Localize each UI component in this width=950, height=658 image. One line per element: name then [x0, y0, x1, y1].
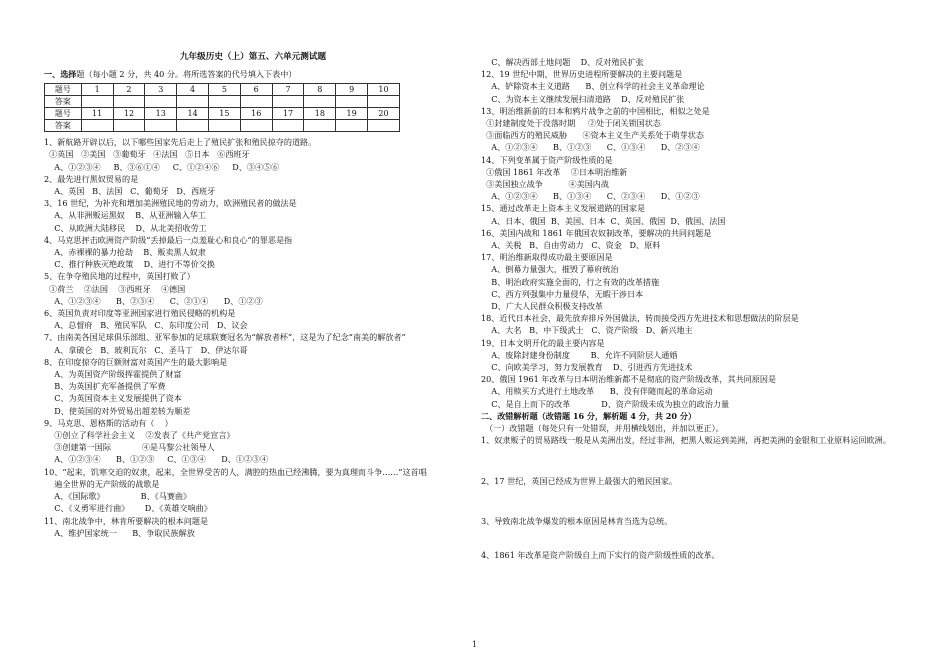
answer-cell[interactable] — [81, 96, 113, 108]
table-cell: 题号 — [45, 84, 82, 96]
question-line: B、明治政府实施全面的，行之有效的改革措施 — [481, 276, 660, 287]
question-line: ③美国独立战争 ④美国内战 — [481, 179, 609, 190]
table-cell: 16 — [240, 108, 272, 120]
question-line: A、拿破仑 B、玻利瓦尔 C、圣马丁 D、伊达尔哥 — [44, 344, 248, 355]
table-cell: 13 — [145, 108, 177, 120]
table-cell: 答案 — [45, 96, 82, 108]
question-line: ①英国 ②美国 ③葡萄牙 ④法国 ⑤日本 ⑥西班牙 — [44, 149, 250, 160]
table-cell: 11 — [81, 108, 113, 120]
table-row — [45, 120, 400, 132]
section-one-label: 一、选择 — [44, 69, 77, 79]
table-cell: 7 — [272, 84, 304, 96]
question-line: 20、俄国 1961 年改革与日本明治维新都不是彻底的资产阶级改革，其共同原因是 — [481, 374, 777, 385]
table-cell: 答案 — [45, 120, 82, 132]
question-line: C、解决西部土地问题 D、反对殖民扩张 — [481, 57, 644, 67]
question-line: B、为英国扩充军备提供了军费 — [44, 381, 166, 392]
question-line: 3、16 世纪，为补充和增加美洲殖民地的劳动力，欧洲殖民者的做法是 — [44, 198, 297, 209]
question-line: C、从欧洲大陆移民 D、从北美招收劳工 — [44, 222, 207, 233]
table-cell: 18 — [304, 108, 336, 120]
question-line: A、总督府 B、殖民军队 C、东印度公司 D、议会 — [44, 320, 248, 331]
question-line: A、①②③④ B、①②③ C、①③④ D、①②③④ — [44, 454, 269, 465]
answer-cell[interactable] — [304, 120, 336, 132]
question-line: A、《国际歌》 B、《马赛曲》 — [44, 491, 192, 502]
table-row — [45, 96, 400, 108]
question-line: 16、美国内战和 1861 年俄国农奴制改革，要解决的共同问题是 — [481, 227, 712, 238]
answer-space[interactable] — [481, 447, 911, 475]
question-line: 1、新航路开辟以后，以下哪些国家先后走上了殖民扩张和殖民掠夺的道路。 — [44, 137, 317, 148]
question-line: A、①②③④ B、②③④ C、②①④ D、①②③ — [44, 295, 263, 306]
table-cell: 20 — [368, 108, 400, 120]
page-number: 1 — [472, 640, 478, 649]
table-cell: 5 — [208, 84, 240, 96]
question-line: 12、19 世纪中期，世界历史进程所要解决的主要问题是 — [481, 69, 683, 80]
table-cell: 14 — [177, 108, 209, 120]
table-cell: 3 — [145, 84, 177, 96]
answer-cell[interactable] — [113, 96, 145, 108]
table-row — [45, 108, 400, 120]
answer-cell[interactable] — [272, 120, 304, 132]
section-one-heading — [44, 68, 462, 80]
question-line: ①俄国 1861 年改革 ②日本明治维新 — [481, 166, 628, 177]
question-line: ①创立了科学社会主义 ②发表了《共产党宣言》 — [44, 430, 235, 441]
page-title: 九年级历史（上）第五、六单元测试题 — [179, 52, 327, 62]
question-line: 6、英国负责对印度等亚洲国家进行殖民侵略的机构是 — [44, 308, 236, 319]
answer-cell[interactable] — [336, 120, 368, 132]
question-line: 2、最先进行黑奴贸易的是 — [44, 173, 139, 184]
table-cell: 10 — [368, 84, 400, 96]
answer-cell[interactable] — [145, 120, 177, 132]
right-column — [481, 56, 911, 561]
question-line: C、为资本主义继续发展扫清道路 D、反对殖民扩张 — [481, 93, 685, 104]
table-row — [45, 84, 400, 96]
left-question-list — [44, 136, 462, 539]
question-line: A、①②③④ B、③⑥①④ C、①②④⑥ D、③④⑤⑥ — [44, 161, 280, 172]
question-line: 9、马克思、恩格斯的活动有（ ） — [44, 417, 173, 428]
question-line: C、为英国资本主义发展提供了资本 — [44, 393, 182, 404]
section-two-heading: 二、改错解析题（改错题 16 分，解析题 4 分，共 20 分） — [481, 410, 697, 421]
answer-table — [44, 83, 400, 132]
answer-cell[interactable] — [368, 96, 400, 108]
answer-space[interactable] — [481, 487, 911, 515]
question-line: 10、“起来，饥寒交迫的奴隶，起来，全世界受苦的人，满腔的热血已经沸腾，要为真理而斗争……”这首唱 — [44, 466, 427, 477]
answer-cell[interactable] — [272, 96, 304, 108]
question-line: A、日本、俄国 B、美国、日本 C、英国、俄国 D、俄国、法国 — [481, 215, 726, 226]
answer-cell[interactable] — [208, 120, 240, 132]
table-cell: 9 — [336, 84, 368, 96]
correction-item: 3、导致南北战争爆发的根本原因是林肯当选为总统。 — [481, 515, 673, 526]
question-line: ①封建制度处于没落时期 ②处于闭关锁国状态 — [481, 118, 661, 129]
answer-cell[interactable] — [336, 96, 368, 108]
question-line: A、废除封建身份制度 B、允许不同阶层人通婚 — [481, 349, 678, 360]
question-line: ①荷兰 ②法国 ③西班牙 ④德国 — [44, 283, 186, 294]
question-line: A、大名 B、中下级武士 C、资产阶级 D、新兴地主 — [481, 325, 693, 336]
question-line: 13、明治维新前的日本和鸦片战争之前的中国相比，相似之处是 — [481, 105, 710, 116]
question-line: C、《义勇军进行曲》 D、《英雄交响曲》 — [44, 503, 212, 514]
answer-cell[interactable] — [304, 96, 336, 108]
question-line: A、为英国资产阶级挥霍提供了财富 — [44, 369, 182, 380]
question-line: 17、明治维新取得成功最主要原因是 — [481, 252, 613, 263]
answer-cell[interactable] — [240, 96, 272, 108]
section-two-instructions: （一）改错题（每处只有一处错误，并用横线划出，并加以更正）。 — [485, 423, 724, 434]
question-line: A、关税 B、自由劳动力 C、资金 D、原料 — [481, 240, 661, 251]
correction-item: 1、奴隶贩子的贸易路线一般是从美洲出发，经过非洲，把黑人贩运到美洲，再把美洲的金银和工业原料运回欧洲。 — [481, 435, 891, 446]
table-cell: 4 — [177, 84, 209, 96]
question-line: A、①②③④ B、①③④ C、②③④ D、①②③ — [481, 191, 700, 202]
left-column — [44, 68, 462, 539]
question-line: C、推行种族灭绝政策 D、进行不等价交换 — [44, 259, 215, 270]
question-line: D、广大人民群众积极支持改革 — [481, 301, 604, 312]
question-line: A、赤裸裸的暴力抢劫 B、贩卖黑人奴隶 — [44, 247, 206, 258]
answer-cell[interactable] — [81, 120, 113, 132]
question-line: D、使英国的对外贸易出超差转为顺差 — [44, 405, 191, 416]
question-line: C、西方列强集中力量侵华，无暇干涉日本 — [481, 288, 644, 299]
question-line: 4、马克思抨击欧洲资产阶级“丢掉最后一点羞耻心和良心”的罪恶是指 — [44, 234, 293, 245]
section-one-instructions: 题（每小题 2 分，共 40 分。将所选答案的代号填入下表中） — [76, 69, 297, 79]
question-line: ③创建第一国际 ④是马黎公社领导人 — [44, 442, 215, 453]
question-line: 18、近代日本社会，最先放弃排斥外国做法，转而接受西方先进技术和思想做法的阶层是 — [481, 313, 799, 324]
question-line: 7、由南美各国足球俱乐部组、亚军参加的足球联赛冠名为“解放者杯”，这是为了纪念“南美的解放者” — [44, 332, 406, 343]
question-line: 11、南北战争中，林肯所要解决的根本问题是 — [44, 515, 209, 526]
question-line: A、英国 B、法国 C、葡萄牙 D、西班牙 — [44, 186, 216, 197]
table-cell: 12 — [113, 108, 145, 120]
answer-cell[interactable] — [240, 120, 272, 132]
answer-cell[interactable] — [113, 120, 145, 132]
question-line: A、维护国家统一 B、争取民族解放 — [44, 527, 195, 538]
question-line: 遍全世界的无产阶级的战歌是 — [44, 478, 160, 489]
question-line: 5、在争夺殖民地的过程中，英国打败了） — [44, 271, 195, 282]
answer-cell[interactable] — [145, 96, 177, 108]
question-line: 8、在印度掠夺的巨额财富对英国产生的最大影响是 — [44, 356, 228, 367]
table-cell: 题号 — [45, 108, 82, 120]
question-line: A、倒幕力量强大，摧毁了幕府统治 — [481, 264, 619, 275]
table-cell: 2 — [113, 84, 145, 96]
question-line: C、向欧美学习，努力发展教育 D、引进西方先进技术 — [481, 362, 693, 373]
table-cell: 6 — [240, 84, 272, 96]
question-line: A、铲除资本主义道路 B、创立科学的社会主义革命理论 — [481, 81, 705, 92]
correction-item: 4、1861 年改革是资产阶级自上而下实行的资产阶级性质的改革。 — [481, 549, 720, 560]
table-cell: 15 — [208, 108, 240, 120]
question-line: A、用赎买方式进行土地改革 B、没有伴随而起的革命运动 — [481, 386, 713, 397]
answer-cell[interactable] — [208, 96, 240, 108]
question-line: ③面临西方的殖民威胁 ④资本主义生产关系处于萌芽状态 — [481, 130, 704, 141]
answer-space[interactable] — [481, 527, 911, 549]
question-line: A、①②③④ B、①②③ C、①③④ D、②③④ — [481, 142, 700, 153]
correction-item: 2、17 世纪，英国已经成为世界上最强大的殖民国家。 — [481, 475, 678, 486]
answer-cell[interactable] — [177, 96, 209, 108]
answer-cell[interactable] — [177, 120, 209, 132]
question-line: 15、通过改革走上资本主义发展道路的国家是 — [481, 203, 646, 214]
answer-cell[interactable] — [368, 120, 400, 132]
right-question-list — [481, 56, 911, 410]
table-cell: 19 — [336, 108, 368, 120]
table-cell: 17 — [272, 108, 304, 120]
table-cell: 1 — [81, 84, 113, 96]
table-cell: 8 — [304, 84, 336, 96]
question-line: C、是自上而下的改革 D、资产阶级未成为独立的政治力量 — [481, 398, 730, 409]
question-line: 19、日本文明开化的最主要内容是 — [481, 337, 605, 348]
question-line: A、从非洲贩运黑奴 B、从亚洲输入华工 — [44, 210, 206, 221]
question-line: 14、下列变革属于资产阶级性质的是 — [481, 154, 613, 165]
